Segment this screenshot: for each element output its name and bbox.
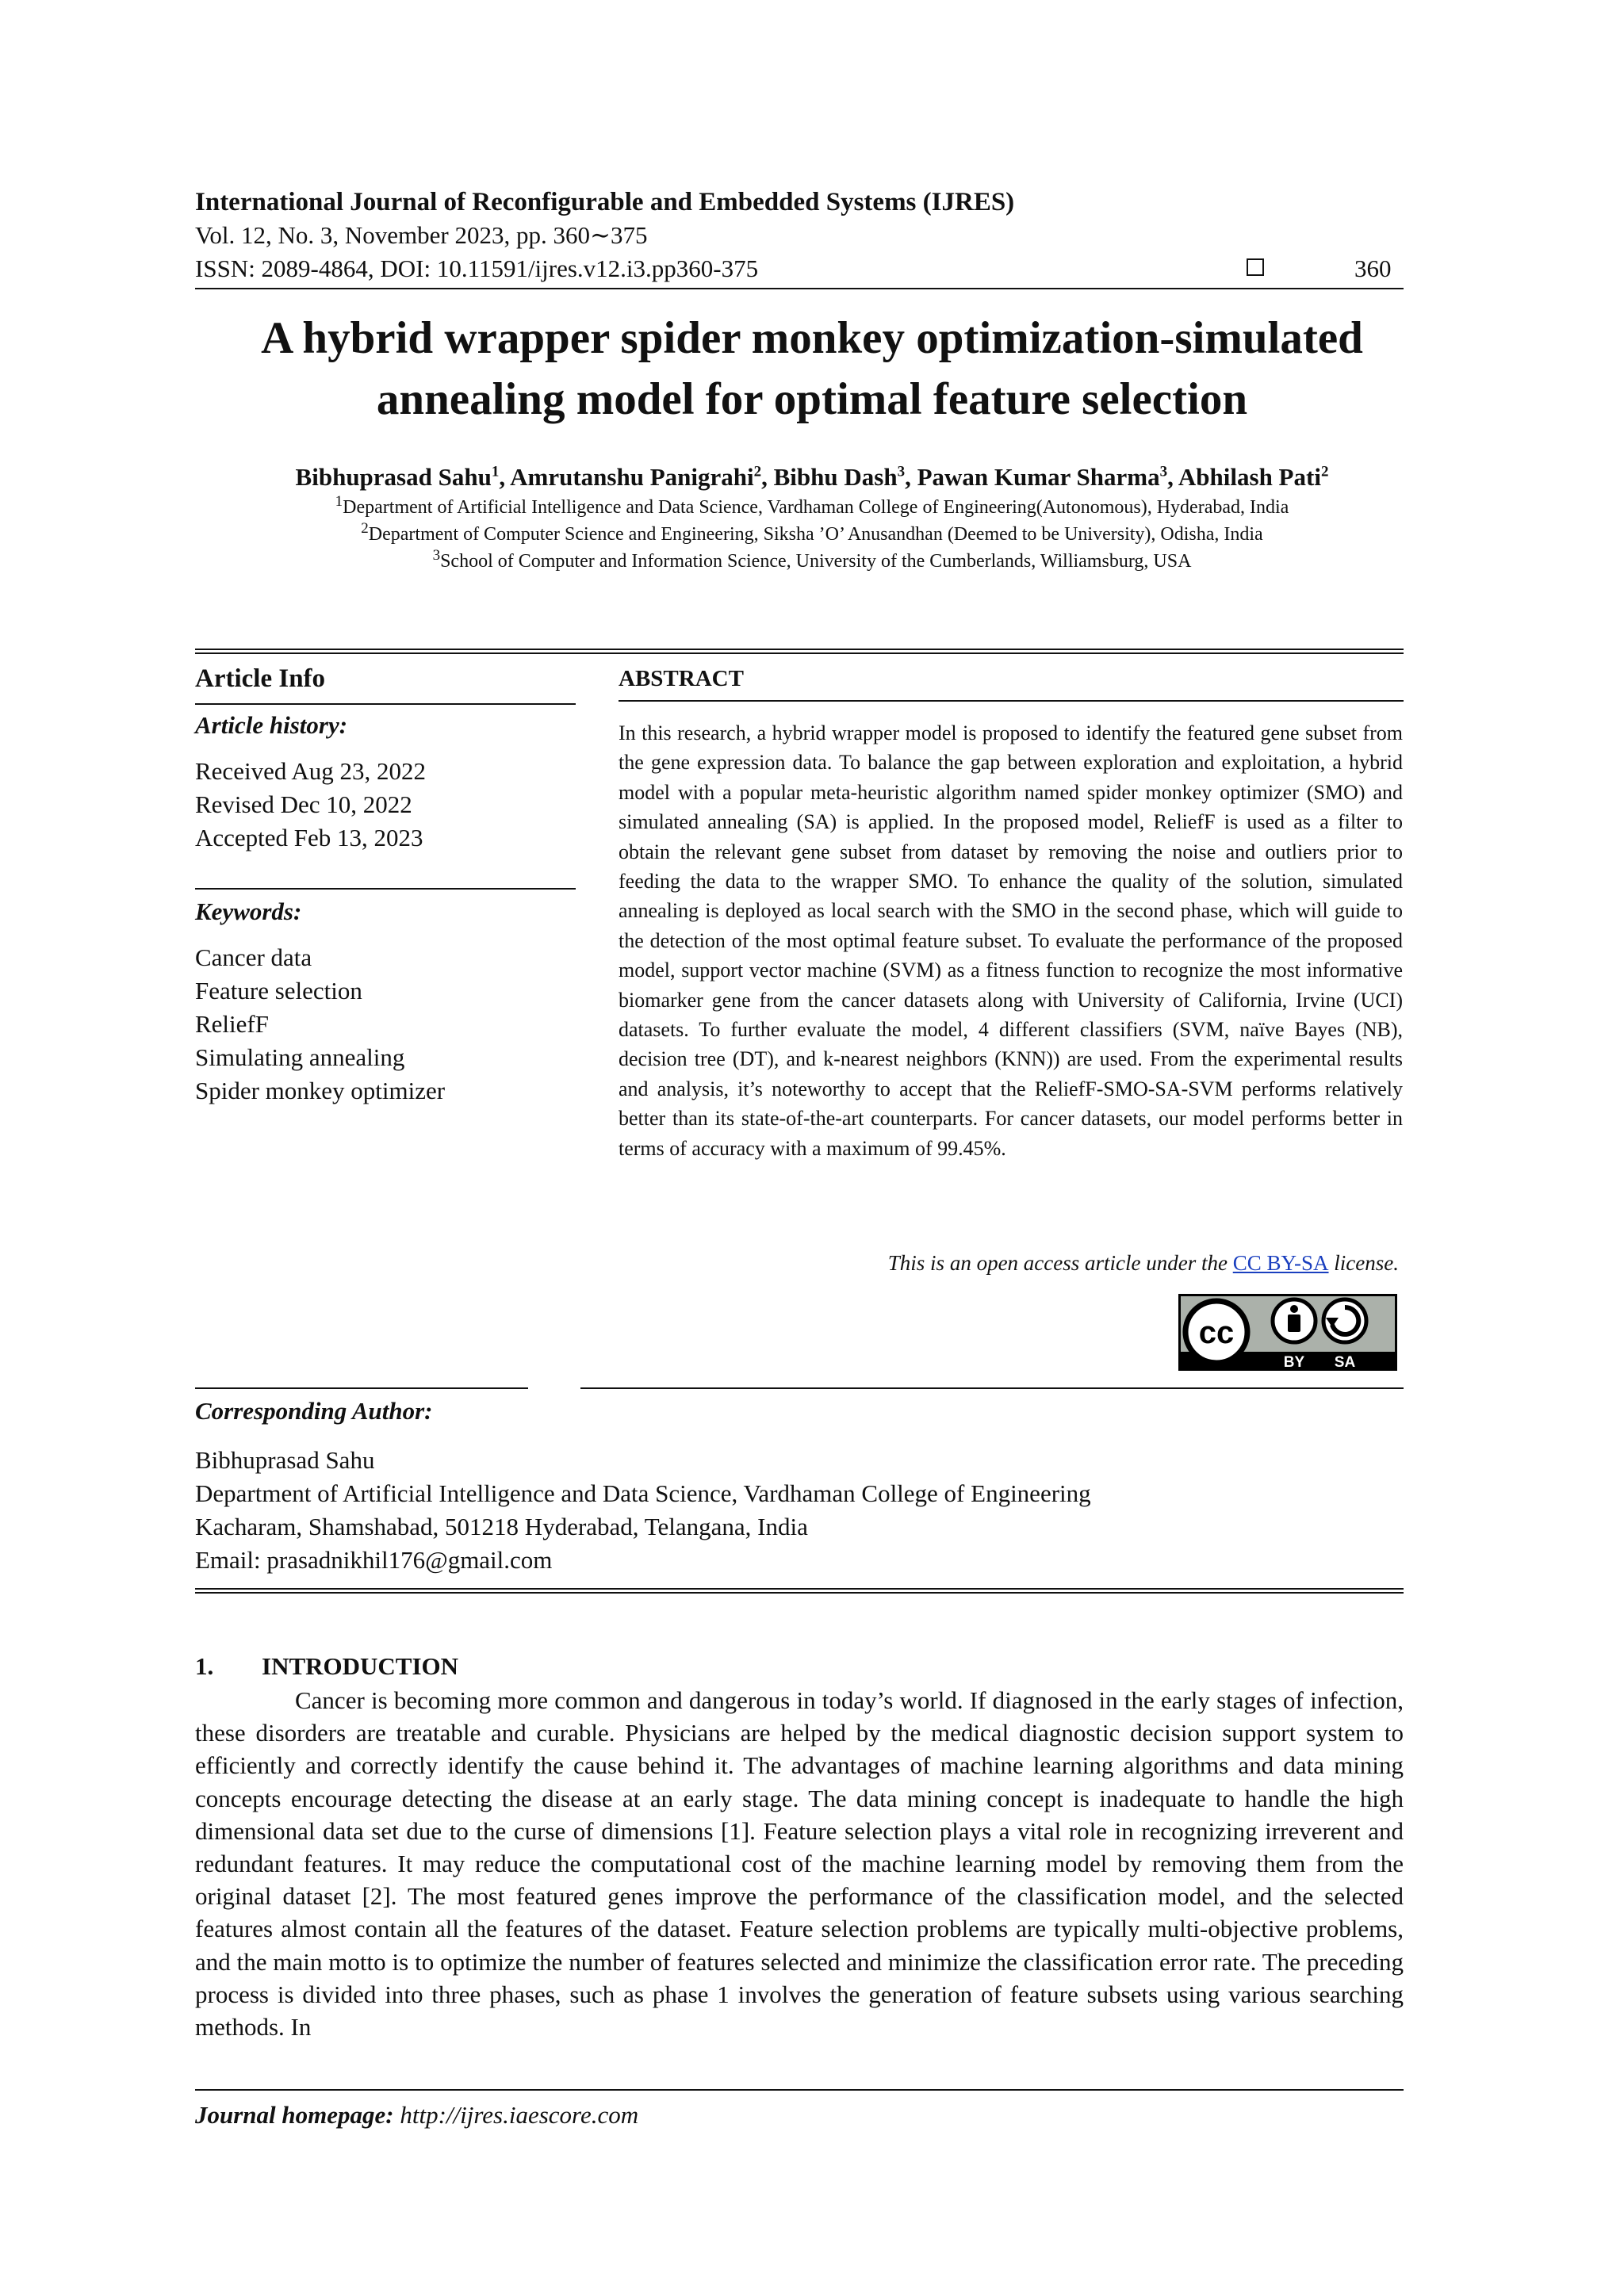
keyword: Feature selection bbox=[195, 977, 362, 1004]
keyword: Cancer data bbox=[195, 943, 312, 971]
journal-name: International Journal of Reconfigurable and Embedded Systems (IJRES) bbox=[195, 188, 1015, 216]
abstract-heading: ABSTRACT bbox=[619, 666, 744, 691]
keyword: Spider monkey optimizer bbox=[195, 1077, 446, 1104]
history-accepted: Accepted Feb 13, 2023 bbox=[195, 824, 423, 851]
corresponding-email: Email: prasadnikhil176@gmail.com bbox=[195, 1546, 553, 1574]
paper-title bbox=[119, 308, 1505, 430]
title-line-2: annealing model for optimal feature selection bbox=[376, 374, 1248, 424]
introduction-paragraph: Cancer is becoming more common and dangerous in today’s world. If diagnosed in the early stages of infection, these disorders are treatable and curable. Physicians are helped by the medical diagnostic decision support system to efficiently and correctly identify the cause behind it. The advantages of machine learning algorithms and data mining concepts encourage detecting the disease at an early stage. The data mining concept is inadequate to handle the high dimensional data set due to the curse of dimensions [1]. Feature selection plays a vital role in recognizing irreverent and redundant features. It may reduce the computational cost of the machine learning model by removing them from the original dataset [2]. The most featured genes improve the performance of the classification model, and the selected features almost contain all the features of the dataset. Feature selection problems are typically multi-objective problems, and the main motto is to optimize the number of features selected and minimize the classification error rate. The preceding process is divided into three phases, such as phase 1 involves the generation of feature subsets using various searching methods. In bbox=[195, 1686, 1404, 2042]
history-revised: Revised Dec 10, 2022 bbox=[195, 790, 412, 818]
affiliation: $^1$Department of Artificial Intelligence and Data Science, Vardhaman College of Engineering(Autonomous), Hyderabad, India bbox=[335, 493, 1289, 518]
keyword: ReliefF bbox=[195, 1010, 269, 1038]
rule bbox=[619, 700, 1404, 702]
double-rule bbox=[195, 649, 1404, 654]
section-heading-introduction: 1. INTRODUCTION bbox=[195, 1652, 459, 1680]
corresponding-department: Department of Artificial Intelligence and Data Science, Vardhaman College of Engineering bbox=[195, 1479, 1091, 1507]
cc-by-sa-badge-icon[interactable] bbox=[1178, 1294, 1397, 1371]
header-rule bbox=[195, 288, 1404, 289]
badge-cc-text: cc bbox=[1198, 1315, 1235, 1350]
page-number: 360 bbox=[1354, 254, 1392, 282]
footer-rule bbox=[195, 2089, 1404, 2091]
badge-by-text: BY bbox=[1283, 1354, 1305, 1371]
keyword: Simulating annealing bbox=[195, 1043, 405, 1071]
affiliation: $^3$School of Computer and Information Science, University of the Cumberlands, Williamsburg, USA bbox=[432, 547, 1192, 572]
keywords-heading: Keywords: bbox=[195, 897, 302, 925]
corresponding-author-heading: Corresponding Author: bbox=[195, 1397, 433, 1425]
abstract-text: In this research, a hybrid wrapper model is proposed to identify the featured gene subset from the gene expression data. To balance the gap between exploration and exploitation, a hybrid model with a popular meta-heuristic algorithm named spider monkey optimizer (SMO) and simulated annealing (SA) is applied. In the proposed model, ReliefF is used as a filter to obtain the relevant gene subset from dataset by removing the noise and outliers prior to feeding the data to the wrapper SMO. To enhance the quality of the solution, simulated annealing is deployed as local search with the SMO in the second phase, which will guide to the detection of the most optimal feature subset. To evaluate the performance of the proposed model, support vector machine (SVM) as a fitness function to recognize the most informative biomarker gene from the cancer datasets along with University of California, Irvine (UCI) datasets. To further evaluate the model, 4 different classifiers (SVM, naïve Bayes (NB), decision tree (DT), and k-nearest neighbors (KNN)) are used. From the experimental results and analysis, it’s noteworthy to accept that the ReliefF-SMO-SA-SVM performs relatively better than its state-of-the-art counterparts. For cancer datasets, our model performs better in terms of accuracy with a maximum of 99.45%. bbox=[619, 721, 1403, 1160]
rule bbox=[195, 888, 576, 890]
author: Bibhuprasad Sahu$^1$ bbox=[295, 463, 500, 491]
badge-sa-text: SA bbox=[1334, 1354, 1356, 1371]
cc-by-sa-link[interactable]: CC BY-SA bbox=[1232, 1251, 1329, 1275]
author-list: Bibhuprasad Sahu$^1$, Amrutanshu Panigrahi$^2$, Bibhu Dash$^3$, Pawan Kumar Sharma$^3$, Abhilash Pati$^2$ bbox=[295, 463, 1329, 491]
journal-homepage: Journal homepage: http://ijres.iaescore.com bbox=[195, 2101, 639, 2129]
history-heading: Article history: bbox=[195, 711, 348, 739]
history-received: Received Aug 23, 2022 bbox=[195, 757, 427, 785]
author: Bibhu Dash$^3$ bbox=[773, 463, 906, 491]
rule bbox=[580, 1387, 1404, 1389]
affiliation: $^2$Department of Computer Science and Engineering, Siksha ’O’ Anusandhan (Deemed to be University), Odisha, India bbox=[361, 520, 1263, 545]
rule bbox=[195, 1387, 528, 1389]
title-line-1: A hybrid wrapper spider monkey optimization-simulated bbox=[261, 313, 1363, 363]
open-access-note: This is an open access article under the CC BY-SA license. bbox=[887, 1251, 1399, 1275]
page-box-icon bbox=[1247, 258, 1264, 276]
corresponding-address: Kacharam, Shamshabad, 501218 Hyderabad, Telangana, India bbox=[195, 1513, 808, 1540]
double-rule bbox=[195, 1588, 1404, 1594]
volume-line: Vol. 12, No. 3, November 2023, pp. 360∼375 bbox=[195, 221, 648, 249]
article-info-heading: Article Info bbox=[195, 664, 326, 693]
corresponding-name: Bibhuprasad Sahu bbox=[195, 1446, 375, 1474]
author: Amrutanshu Panigrahi$^2$ bbox=[510, 463, 762, 491]
author: Abhilash Pati$^2$ bbox=[1178, 463, 1329, 491]
issn-line: ISSN: 2089-4864, DOI: 10.11591/ijres.v12.i3.pp360-375 bbox=[195, 254, 759, 282]
homepage-url[interactable]: http://ijres.iaescore.com bbox=[400, 2101, 639, 2129]
author: Pawan Kumar Sharma$^3$ bbox=[917, 463, 1168, 491]
rule bbox=[195, 703, 576, 705]
